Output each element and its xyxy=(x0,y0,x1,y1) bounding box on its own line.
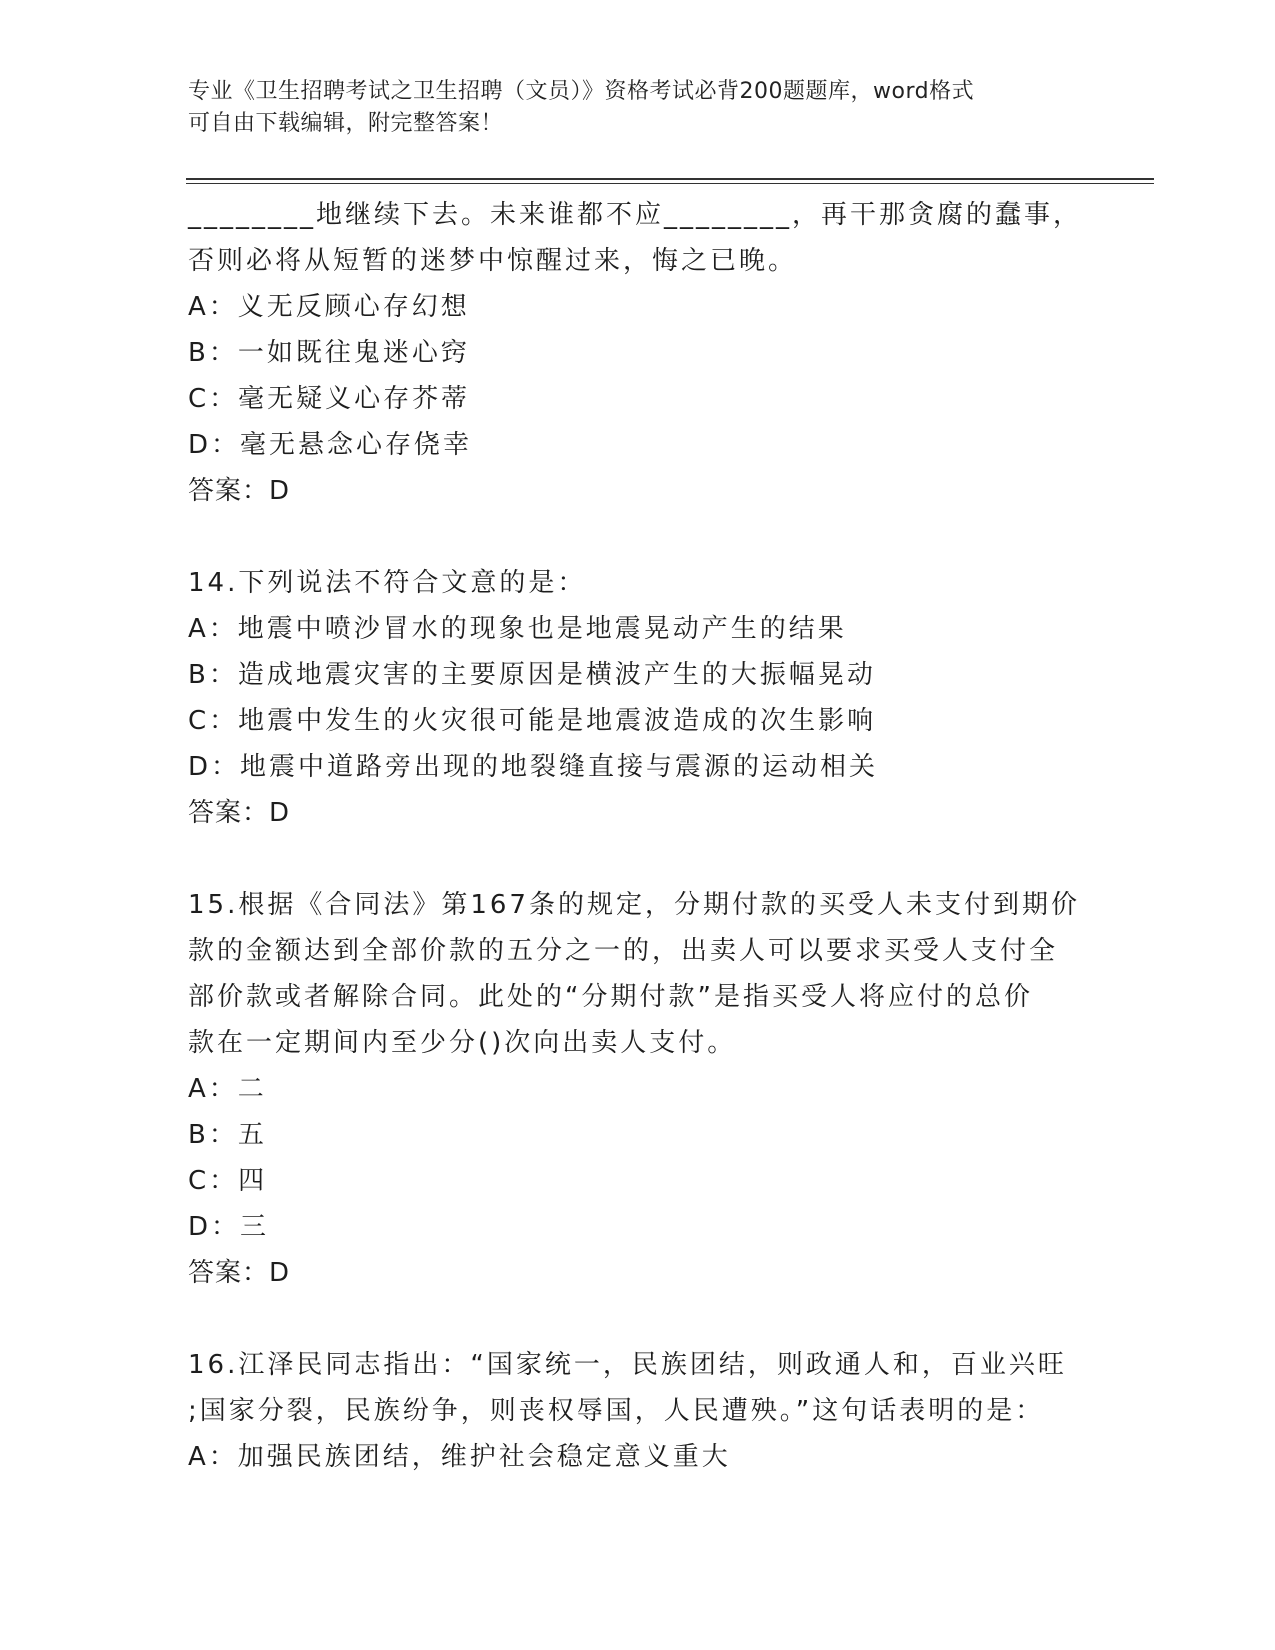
question-spacer xyxy=(188,1296,1088,1342)
question-stem-line: 15.根据《合同法》第167条的规定，分期付款的买受人未支付到期价 xyxy=(188,890,1080,920)
header-title-line-2: 可自由下载编辑，附完整答案！ xyxy=(188,111,504,136)
question-stem-line: 否则必将从短暂的迷梦中惊醒过来，悔之已晚。 xyxy=(188,246,798,276)
question-14 xyxy=(188,560,1088,836)
question-stem-line: 款的金额达到全部价款的五分之一的，出卖人可以要求买受人支付全 xyxy=(188,936,1059,966)
option-b: B：造成地震灾害的主要原因是横波产生的大振幅晃动 xyxy=(188,660,876,690)
question-stem-line: 16.江泽民同志指出：“国家统一，民族团结，则政通人和，百业兴旺 xyxy=(188,1350,1067,1380)
answer-line: 答案：D xyxy=(188,798,291,828)
option-a: A：义无反顾心存幻想 xyxy=(188,292,470,322)
option-c: C：四 xyxy=(188,1166,268,1196)
question-stem-line: 部价款或者解除合同。此处的“分期付款”是指买受人将应付的总价 xyxy=(188,982,1033,1012)
header-divider-thin xyxy=(186,183,1154,184)
option-d: D：毫无悬念心存侥幸 xyxy=(188,430,473,460)
option-c: C：地震中发生的火灾很可能是地震波造成的次生影响 xyxy=(188,706,877,736)
question-stem-line: ________地继续下去。未来谁都不应________，再干那贪腐的蠢事， xyxy=(188,200,1083,230)
option-a: A：加强民族团结，维护社会稳定意义重大 xyxy=(188,1442,731,1472)
answer-line: 答案：D xyxy=(188,1258,291,1288)
option-a: A：二 xyxy=(188,1074,267,1104)
question-spacer xyxy=(188,514,1088,560)
question-16 xyxy=(188,1342,1088,1480)
option-d: D：地震中道路旁出现的地裂缝直接与震源的运动相关 xyxy=(188,752,879,782)
option-b: B：一如既往鬼迷心窍 xyxy=(188,338,470,368)
question-stem-line: 14.下列说法不符合文意的是： xyxy=(188,568,587,598)
header-divider-thick xyxy=(186,178,1154,180)
option-d: D：三 xyxy=(188,1212,270,1242)
question-15 xyxy=(188,882,1088,1296)
question-stem-line: ;国家分裂，民族纷争，则丧权辱国，人民遭殃。”这句话表明的是： xyxy=(188,1396,1045,1426)
option-c: C：毫无疑义心存芥蒂 xyxy=(188,384,471,414)
document-header xyxy=(188,76,1088,140)
option-a: A：地震中喷沙冒水的现象也是地震晃动产生的结果 xyxy=(188,614,847,644)
question-stem-line: 款在一定期间内至少分()次向出卖人支付。 xyxy=(188,1028,737,1058)
header-title-line-1: 专业《卫生招聘考试之卫生招聘（文员）》资格考试必背200题题库，word格式 xyxy=(188,79,975,104)
question-13 xyxy=(188,192,1088,514)
option-b: B：五 xyxy=(188,1120,267,1150)
question-list xyxy=(188,192,1088,1480)
question-spacer xyxy=(188,836,1088,882)
answer-line: 答案：D xyxy=(188,476,291,506)
